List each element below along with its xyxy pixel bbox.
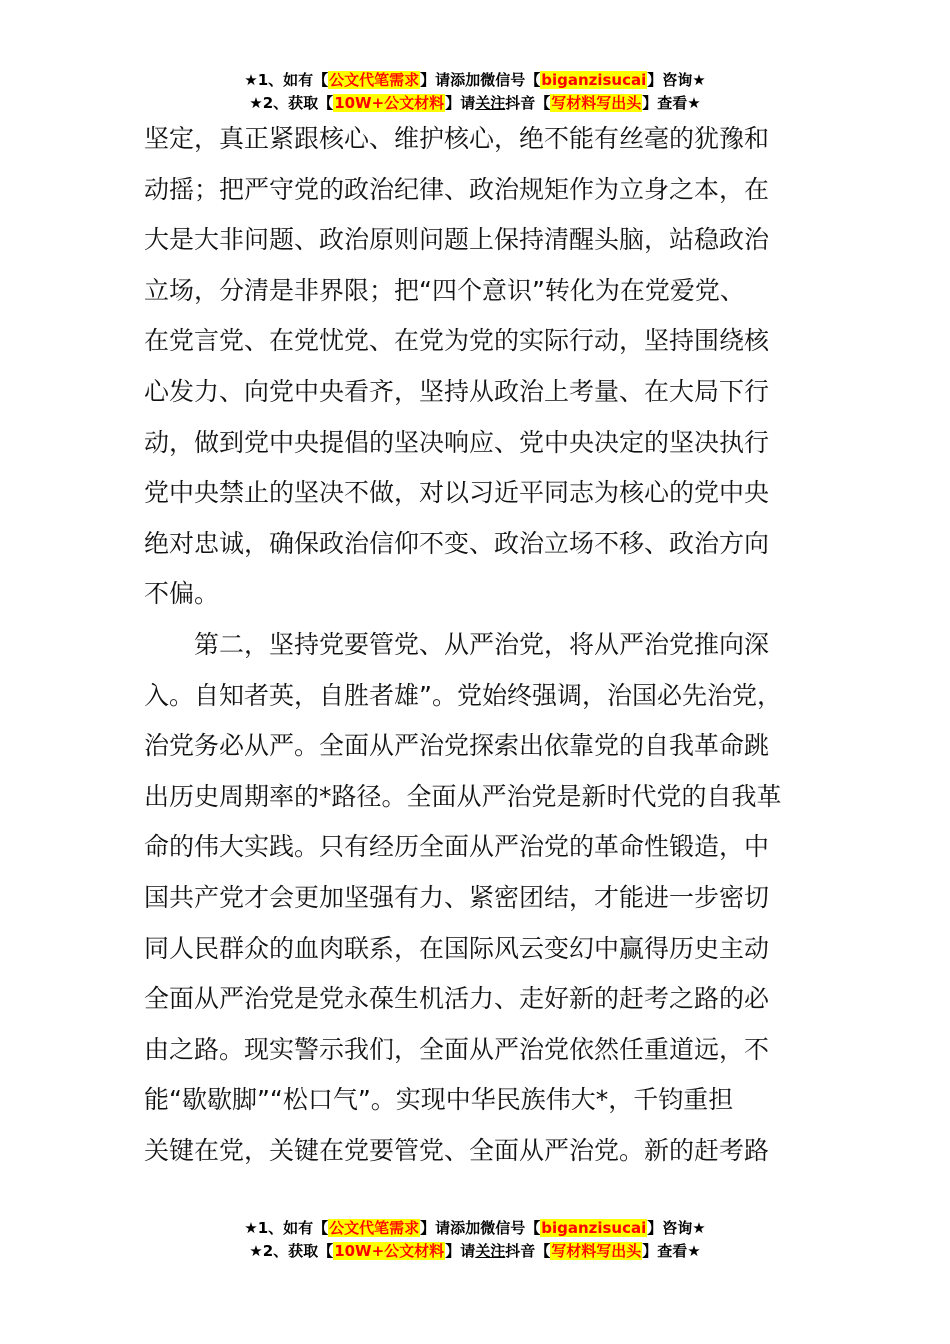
body-line: 不偏。 [144,579,220,609]
promo-highlight: 写材料写出头 [551,1242,642,1260]
paragraph-start-line: 第二，坚持党要管党、从严治党，将从严治党推向深 [194,629,770,659]
promo-highlight: biganzisucai [541,71,647,89]
body-line: 大是大非问题、政治原则问题上保持清醒头脑，站稳政治 [144,225,770,255]
body-line: 由之路。现实警示我们，全面从严治党依然任重道远，不 [144,1034,770,1064]
body-line: 同人民群众的血肉联系，在国际风云变幻中赢得历史主动 [144,933,770,963]
promo-highlight: 10W+公文材料 [334,1242,445,1260]
promo-line-1: ★1、如有【公文代笔需求】请添加微信号【biganzisucai】咨询★ [244,71,706,89]
bottom-promo-banner [0,1217,950,1263]
body-line: 在党言党、在党忧党、在党为党的实际行动，坚持围绕核 [144,326,770,356]
body-line: 出历史周期率的*路径。全面从严治党是新时代党的自我革 [144,781,782,811]
promo-highlight: 10W+公文材料 [334,94,445,112]
body-line: 绝对忠诚，确保政治信仰不变、政治立场不移、政治方向 [144,528,770,558]
body-line: 国共产党才会更加坚强有力、紧密团结，才能进一步密切 [144,882,770,912]
body-line: 动摇；把严守党的政治纪律、政治规矩作为立身之本，在 [144,174,770,204]
body-line: 命的伟大实践。只有经历全面从严治党的革命性锻造，中 [144,832,770,862]
body-line: 关键在党，关键在党要管党、全面从严治党。新的赶考路 [144,1135,770,1165]
promo-highlight: biganzisucai [541,1219,647,1237]
document-body [144,114,834,1176]
body-line: 立场，分清是非界限；把“四个意识”转化为在党爱党、 [144,275,745,305]
body-line: 党中央禁止的坚决不做，对以习近平同志为核心的党中央 [144,478,770,508]
promo-line-1: ★1、如有【公文代笔需求】请添加微信号【biganzisucai】咨询★ [244,1219,706,1237]
body-line: 入。自知者英，自胜者雄”。党始终强调，治国必先治党， [144,680,782,710]
body-line: 心发力、向党中央看齐，坚持从政治上考量、在大局下行 [144,376,770,406]
body-line: 能“歇歇脚”“松口气”。实现中华民族伟大*，千钧重担 [144,1085,734,1115]
body-line: 动，做到党中央提倡的坚决响应、党中央决定的坚决执行 [144,427,770,457]
body-line: 坚定，真正紧跟核心、维护核心，绝不能有丝毫的犹豫和 [144,124,770,153]
body-line: 治党务必从严。全面从严治党探索出依靠党的自我革命跳 [144,731,770,761]
promo-line-2: ★2、获取【10W+公文材料】请关注抖音【写材料写出头】查看★ [249,1242,701,1260]
promo-line-2: ★2、获取【10W+公文材料】请关注抖音【写材料写出头】查看★ [249,94,701,112]
promo-highlight: 公文代笔需求 [329,71,420,89]
top-promo-banner [0,69,950,115]
body-line: 全面从严治党是党永葆生机活力、走好新的赶考之路的必 [144,984,770,1014]
promo-highlight: 写材料写出头 [551,94,642,112]
promo-highlight: 公文代笔需求 [329,1219,420,1237]
